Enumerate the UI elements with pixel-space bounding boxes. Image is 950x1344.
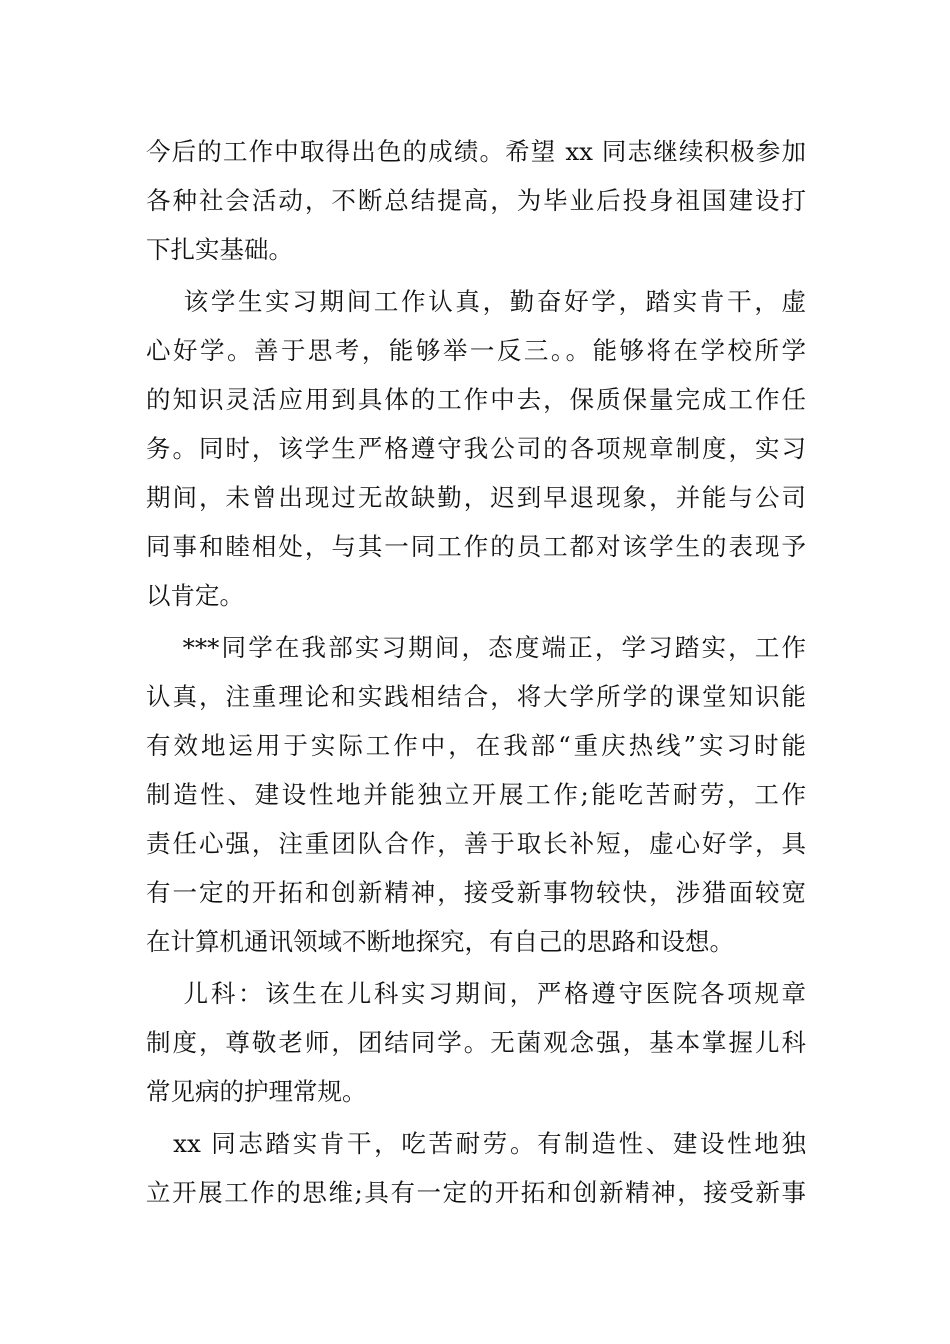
text-line: 以肯定。 bbox=[146, 581, 244, 610]
text-line: 心好学。善于思考，能够举一反三。。能够将在学校所学 bbox=[146, 336, 806, 365]
text-line: 有效地运用于实际工作中，在我部“重庆热线”实习时能 bbox=[146, 731, 806, 760]
text-line: 责任心强，注重团队合作，善于取长补短，虚心好学，具 bbox=[146, 829, 806, 858]
text-line: 该学生实习期间工作认真，勤奋好学，踏实肯干，虚 bbox=[146, 287, 806, 316]
text-line: 有一定的开拓和创新精神，接受新事物较快，涉猎面较宽 bbox=[146, 878, 806, 907]
paragraph-4 bbox=[146, 969, 806, 1116]
text-line: 今后的工作中取得出色的成绩。希望 xx 同志继续积极参加 bbox=[146, 137, 806, 166]
text-line: 儿科：该生在儿科实习期间，严格遵守医院各项规章 bbox=[146, 979, 806, 1008]
text-line: xx 同志踏实肯干，吃苦耐劳。有制造性、建设性地独 bbox=[146, 1129, 806, 1158]
text-line: 同事和睦相处，与其一同工作的员工都对该学生的表现予 bbox=[146, 532, 806, 561]
text-line: ***同学在我部实习期间，态度端正，学习踏实，工作 bbox=[146, 633, 806, 662]
text-line: 期间，未曾出现过无故缺勤，迟到早退现象，并能与公司 bbox=[146, 483, 806, 512]
paragraph-1 bbox=[146, 127, 806, 274]
text-line: 下扎实基础。 bbox=[146, 235, 293, 264]
text-line: 各种社会活动，不断总结提高，为毕业后投身祖国建设打 bbox=[146, 186, 806, 215]
paragraph-5 bbox=[146, 1119, 806, 1217]
text-line: 认真，注重理论和实践相结合，将大学所学的课堂知识能 bbox=[146, 682, 806, 711]
text-line: 制造性、建设性地并能独立开展工作;能吃苦耐劳，工作 bbox=[146, 780, 806, 809]
paragraph-2 bbox=[146, 277, 806, 620]
paragraph-3 bbox=[146, 623, 806, 966]
text-line: 常见病的护理常规。 bbox=[146, 1077, 367, 1106]
text-line: 制度，尊敬老师，团结同学。无菌观念强，基本掌握儿科 bbox=[146, 1028, 806, 1057]
text-line: 务。同时，该学生严格遵守我公司的各项规章制度，实习 bbox=[146, 434, 806, 463]
text-line: 的知识灵活应用到具体的工作中去，保质保量完成工作任 bbox=[146, 385, 806, 414]
text-line: 立开展工作的思维;具有一定的开拓和创新精神，接受新事 bbox=[146, 1178, 806, 1207]
document-body bbox=[146, 127, 806, 1217]
text-line: 在计算机通讯领域不断地探究，有自己的思路和设想。 bbox=[146, 927, 734, 956]
